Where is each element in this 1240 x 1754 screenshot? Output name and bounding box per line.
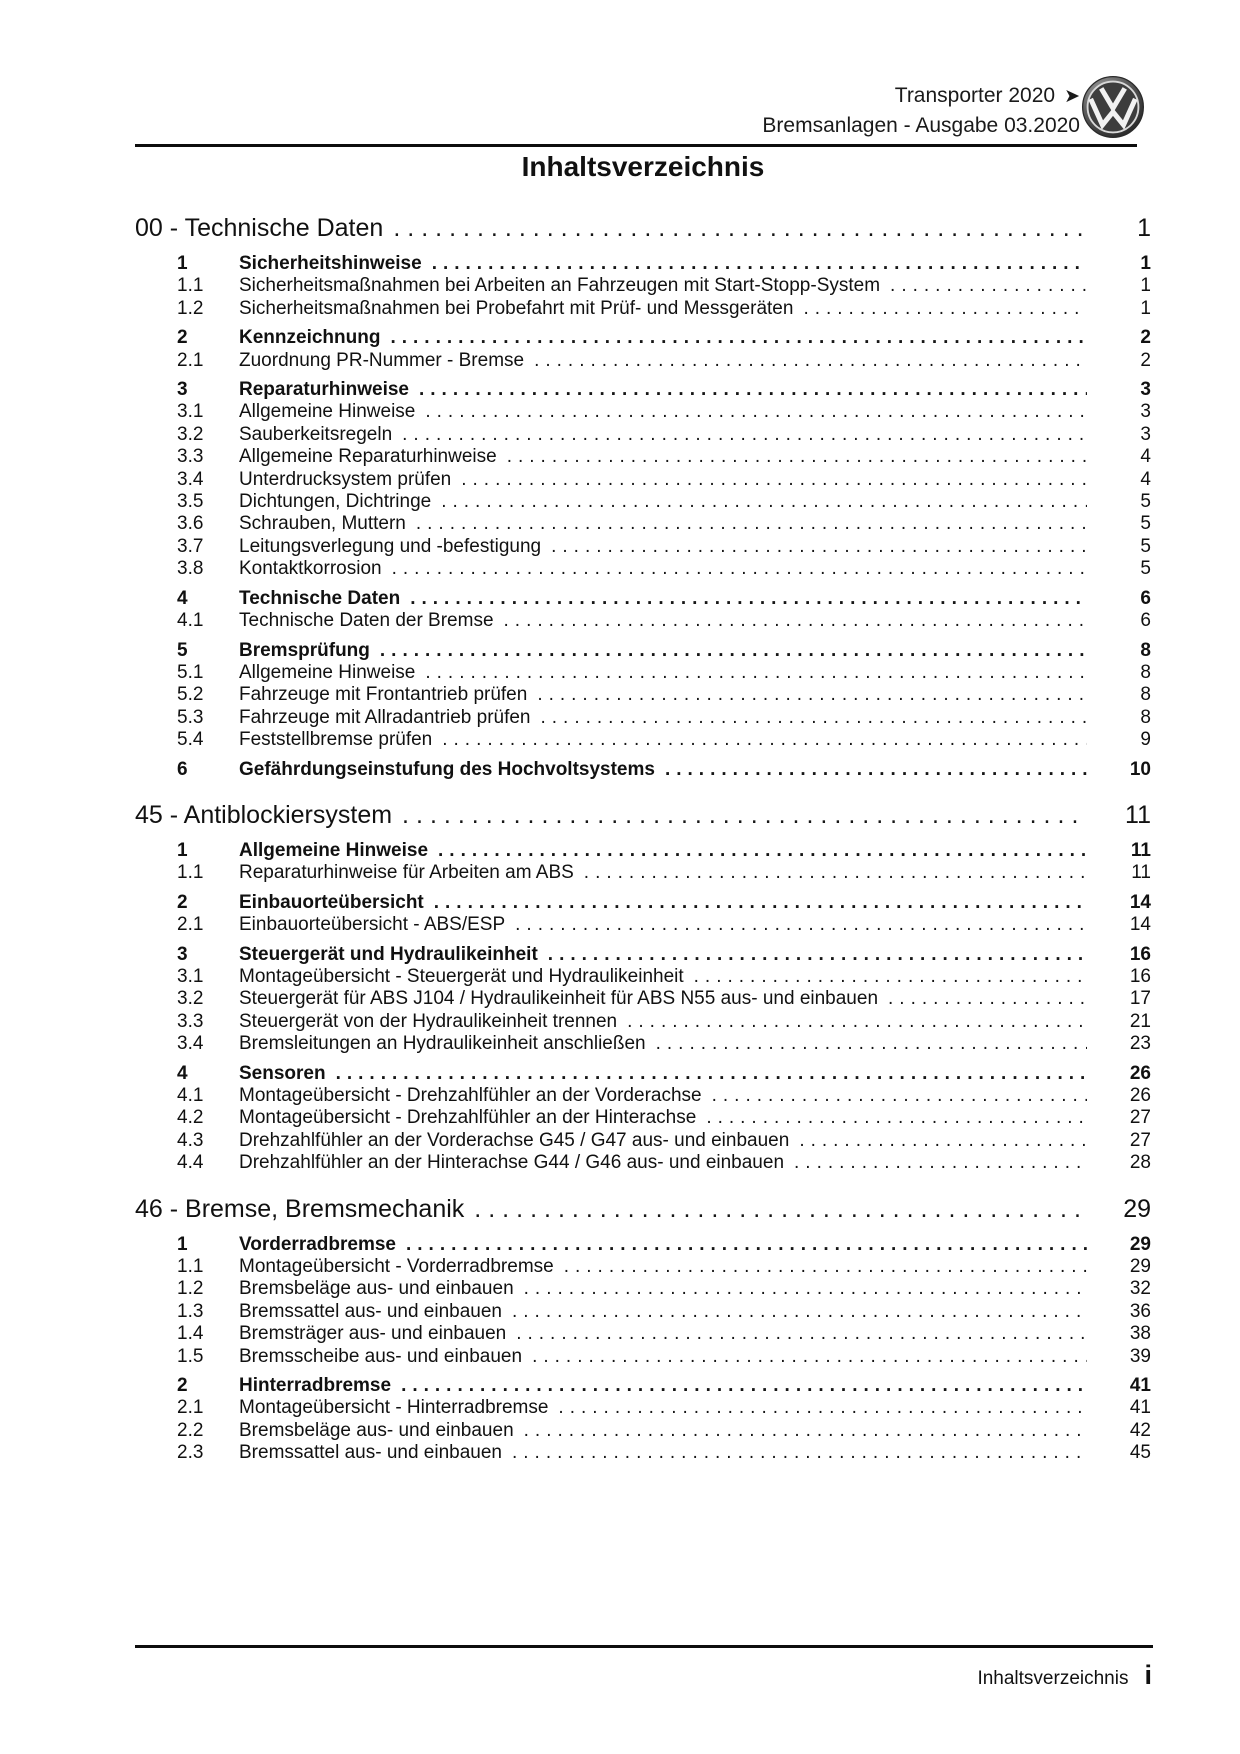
dot-leader [438, 840, 1087, 862]
toc-entry-row[interactable] [135, 298, 1151, 320]
dot-leader [537, 684, 1087, 706]
toc-page-number: 28 [1129, 1152, 1151, 1174]
toc-page-number: 1 [1140, 297, 1151, 319]
toc-entry-row[interactable] [135, 327, 1151, 349]
toc-page-number: 26 [1129, 1085, 1151, 1106]
toc-entry-title: Leitungsverlegung und -befestigung [239, 535, 542, 557]
toc-entry-number: 2.2 [177, 1419, 204, 1441]
toc-page-number: 27 [1129, 1107, 1151, 1129]
toc-entry-row[interactable] [135, 1107, 1151, 1129]
dot-leader [558, 1397, 1087, 1419]
toc-entry-title: Bremsscheibe aus- und einbauen [239, 1345, 523, 1367]
toc-page-number: 5 [1140, 491, 1151, 513]
toc-entry-row[interactable] [135, 558, 1151, 580]
toc-entry-number: 3.2 [177, 423, 204, 445]
toc-entry-title: Technische Daten der Bremse [239, 610, 494, 632]
toc-entry-number: 3.4 [177, 1033, 204, 1055]
dot-leader [402, 424, 1087, 446]
toc-entry-number: 4.1 [177, 610, 204, 632]
toc-entry-number: 2.1 [177, 1397, 204, 1419]
toc-entry-title: Montageübersicht - Hinterradbremse [239, 1397, 549, 1419]
toc-page-number: 32 [1129, 1278, 1151, 1300]
toc-entry-row[interactable] [135, 1323, 1151, 1345]
toc-entry-row[interactable] [135, 1063, 1151, 1085]
toc-entry-number: 1.1 [177, 1256, 204, 1278]
toc-page-number: 11 [1125, 800, 1151, 829]
toc-entry-number: 3.3 [177, 1010, 204, 1032]
toc-entry-row[interactable] [135, 684, 1151, 706]
toc-entry-row[interactable] [135, 759, 1151, 781]
dot-leader [434, 892, 1087, 914]
dot-leader [584, 862, 1087, 884]
toc-entry-row[interactable] [135, 707, 1151, 729]
toc-entry-title: Zuordnung PR-Nummer - Bremse [239, 349, 525, 371]
toc-entry-number: 3.5 [177, 491, 204, 513]
toc-chapter-label: 45 - Antiblockiersystem [135, 800, 393, 829]
toc-entry-title: Allgemeine Hinweise [239, 661, 416, 683]
dot-leader [425, 401, 1087, 423]
dot-leader [524, 1420, 1087, 1442]
toc-entry-title: Fahrzeuge mit Allradantrieb prüfen [239, 706, 531, 728]
toc-entry-number: 1 [177, 1233, 188, 1255]
toc-page-number: 5 [1140, 513, 1151, 535]
toc-page-number: 8 [1140, 684, 1151, 706]
toc-page-number: 23 [1129, 1033, 1151, 1055]
toc-entry-title: Kennzeichnung [239, 327, 381, 349]
toc-entry-title: Bremsbeläge aus- und einbauen [239, 1278, 514, 1300]
toc-page-number: 3 [1140, 401, 1151, 423]
toc-entry-row[interactable] [135, 1256, 1151, 1278]
toc-entry-row[interactable] [135, 379, 1151, 401]
toc-page-number: 41 [1129, 1375, 1151, 1397]
toc-entry-row[interactable] [135, 729, 1151, 751]
dot-leader [515, 914, 1087, 936]
toc-entry-title: Unterdrucksystem prüfen [239, 468, 452, 490]
toc-entry-row[interactable] [135, 275, 1151, 297]
dot-leader [441, 491, 1087, 513]
toc-page-number: 4 [1140, 468, 1151, 490]
toc-entry-title: Feststellbremse prüfen [239, 729, 433, 751]
toc-page-number: 10 [1129, 758, 1151, 780]
toc-entry-number: 1.5 [177, 1345, 204, 1367]
toc-entry-number: 5.4 [177, 729, 204, 751]
forward-arrow-icon: ➤ [1064, 86, 1080, 107]
toc-page-number: 2 [1140, 327, 1151, 349]
toc-page-number: 3 [1140, 423, 1151, 445]
toc-entry-title: Bremssattel aus- und einbauen [239, 1442, 502, 1464]
header-edition-line: Bremsanlagen - Ausgabe 03.2020 [762, 114, 1080, 137]
toc-entry-title: Allgemeine Hinweise [239, 401, 416, 423]
toc-entry-title: Drehzahlfühler an der Vorderachse G45 / G47 aus- und einbauen [239, 1129, 790, 1151]
dot-leader [393, 210, 1087, 246]
toc-entry-row[interactable] [135, 424, 1151, 446]
toc-entry-number: 2.3 [177, 1442, 204, 1464]
page-header [0, 81, 1080, 140]
toc-entry-number: 4.4 [177, 1152, 204, 1174]
toc-entry-row[interactable] [135, 914, 1151, 936]
dot-leader [425, 662, 1087, 684]
dot-leader [390, 327, 1087, 349]
toc-entry-number: 3 [177, 379, 188, 401]
toc-page-number: 36 [1129, 1300, 1151, 1322]
toc-entry-row[interactable] [135, 253, 1151, 275]
dot-leader [524, 1278, 1087, 1300]
toc-entry-number: 3.8 [177, 558, 204, 580]
page-footer [0, 1660, 1152, 1691]
toc-page-number: 45 [1129, 1442, 1151, 1464]
toc-entry-number: 1.2 [177, 297, 204, 319]
toc-entry-row[interactable] [135, 446, 1151, 468]
dot-leader [401, 1375, 1087, 1397]
toc [135, 210, 1151, 1465]
dot-leader [541, 707, 1088, 729]
dot-leader [512, 1301, 1087, 1323]
toc-entry-row[interactable] [135, 1234, 1151, 1256]
dot-leader [564, 1256, 1087, 1278]
toc-entry-row[interactable] [135, 662, 1151, 684]
toc-entry-number: 5.1 [177, 661, 204, 683]
dot-leader [504, 610, 1087, 632]
dot-leader [665, 759, 1087, 781]
vw-logo-icon [1082, 70, 1144, 144]
toc-entry-row[interactable] [135, 610, 1151, 632]
dot-leader [402, 797, 1087, 833]
toc-entry-row[interactable] [135, 640, 1151, 662]
toc-page-number: 6 [1140, 610, 1151, 632]
toc-entry-title: Reparaturhinweise für Arbeiten am ABS [239, 862, 574, 884]
dot-leader [474, 1191, 1087, 1227]
toc-entry-title: Einbauorteübersicht - ABS/ESP [239, 914, 506, 936]
toc-page-number: 41 [1129, 1397, 1151, 1419]
toc-page-number: 21 [1129, 1010, 1151, 1032]
dot-leader [432, 253, 1087, 275]
toc-entry-number: 1.4 [177, 1323, 204, 1345]
dot-leader [442, 729, 1087, 751]
toc-entry-row[interactable] [135, 513, 1151, 535]
toc-entry-number: 1.3 [177, 1300, 204, 1322]
header-model-text: Transporter 2020 [894, 84, 1056, 107]
dot-leader [406, 1234, 1087, 1256]
toc-entry-title: Vorderradbremse [239, 1233, 396, 1255]
toc-entry-row[interactable] [135, 1130, 1151, 1152]
toc-entry-number: 3.6 [177, 513, 204, 535]
toc-entry-title: Steuergerät für ABS J104 / Hydraulikeinheit für ABS N55 aus- und einbauen [239, 988, 879, 1010]
toc-entry-row[interactable] [135, 469, 1151, 491]
toc-entry-title: Bremsprüfung [239, 639, 370, 661]
dot-leader [656, 1033, 1087, 1055]
toc-entry-row[interactable] [135, 1152, 1151, 1174]
toc-entry-row[interactable] [135, 1420, 1151, 1442]
toc-entry-title: Allgemeine Hinweise [239, 839, 429, 861]
toc-chapter-row[interactable] [135, 210, 1151, 246]
footer-label: Inhaltsverzeichnis [977, 1668, 1129, 1689]
toc-entry-row[interactable] [135, 1442, 1151, 1464]
dot-leader [548, 944, 1087, 966]
toc-entry-row[interactable] [135, 350, 1151, 372]
toc-page-number: 1 [1140, 253, 1151, 274]
toc-entry-number: 1 [177, 253, 188, 274]
toc-entry-row[interactable] [135, 536, 1151, 558]
dot-leader [336, 1063, 1087, 1085]
toc-entry-number: 5 [177, 639, 188, 661]
toc-entry-title: Sicherheitshinweise [239, 253, 422, 274]
toc-entry-title: Steuergerät und Hydraulikeinheit [239, 943, 538, 965]
toc-page-number: 26 [1129, 1062, 1151, 1084]
toc-entry-number: 1.2 [177, 1278, 204, 1300]
toc-entry-title: Sicherheitsmaßnahmen bei Arbeiten an Fahrzeugen mit Start-Stopp-System [239, 275, 881, 297]
toc-page-number: 17 [1129, 988, 1151, 1010]
toc-entry-row[interactable] [135, 588, 1151, 610]
toc-entry-title: Bremsträger aus- und einbauen [239, 1323, 507, 1345]
page-title: Inhaltsverzeichnis [521, 151, 765, 182]
toc-entry-title: Sauberkeitsregeln [239, 423, 393, 445]
toc-entry-row[interactable] [135, 1278, 1151, 1300]
toc-entry-number: 2 [177, 891, 188, 913]
dot-leader [516, 1323, 1087, 1345]
toc-page-number: 14 [1129, 914, 1151, 936]
toc-entry-number: 4.2 [177, 1107, 204, 1129]
toc-entry-title: Dichtungen, Dichtringe [239, 491, 432, 513]
toc-entry-number: 2.1 [177, 349, 204, 371]
toc-entry-title: Montageübersicht - Vorderradbremse [239, 1256, 554, 1278]
toc-page-number: 11 [1131, 862, 1151, 884]
toc-page-number: 11 [1130, 839, 1151, 861]
toc-chapter-label: 00 - Technische Daten [135, 214, 384, 242]
toc-entry-number: 3.1 [177, 401, 204, 423]
dot-leader [888, 988, 1087, 1010]
dot-leader [410, 588, 1087, 610]
footer-rule [135, 1645, 1153, 1648]
toc-entry-number: 3.4 [177, 468, 204, 490]
toc-entry-number: 3.1 [177, 965, 204, 987]
toc-entry-number: 3.7 [177, 535, 204, 557]
toc-entry-title: Sicherheitsmaßnahmen bei Probefahrt mit Prüf- und Messgeräten [239, 297, 794, 319]
dot-leader [890, 275, 1087, 297]
dot-leader [694, 966, 1087, 988]
dot-leader [627, 1011, 1087, 1033]
dot-leader [416, 513, 1087, 535]
dot-leader [461, 469, 1087, 491]
toc-entry-number: 3.2 [177, 988, 204, 1010]
toc-page-number: 39 [1129, 1345, 1151, 1367]
toc-entry-title: Steuergerät von der Hydraulikeinheit trennen [239, 1010, 618, 1032]
header-model-line [0, 81, 1080, 111]
toc-entry-title: Drehzahlfühler an der Hinterachse G44 / G46 aus- und einbauen [239, 1152, 785, 1174]
toc-entry-number: 2 [177, 327, 188, 349]
toc-entry-number: 2 [177, 1375, 188, 1397]
toc-entry-row[interactable] [135, 401, 1151, 423]
toc-entry-number: 4 [177, 1062, 188, 1084]
toc-entry-title: Technische Daten [239, 587, 401, 609]
toc-entry-title: Hinterradbremse [239, 1375, 392, 1397]
toc-entry-title: Fahrzeuge mit Frontantrieb prüfen [239, 684, 528, 706]
toc-chapter-label: 46 - Bremse, Bremsmechanik [135, 1194, 465, 1223]
toc-entry-title: Bremsbeläge aus- und einbauen [239, 1419, 514, 1441]
toc-page-number: 4 [1140, 446, 1151, 468]
footer-page-number: i [1144, 1660, 1152, 1690]
toc-entry-row[interactable] [135, 1375, 1151, 1397]
toc-page-number: 1 [1137, 214, 1151, 242]
toc-entry-title: Reparaturhinweise [239, 379, 409, 401]
toc-page-number: 6 [1140, 587, 1151, 609]
toc-entry-number: 1.1 [177, 275, 204, 297]
toc-entry-number: 3.3 [177, 446, 204, 468]
dot-leader [799, 1130, 1087, 1152]
dot-leader [551, 536, 1087, 558]
toc-page-number: 29 [1129, 1256, 1151, 1278]
toc-page-number: 8 [1140, 639, 1151, 661]
dot-leader [803, 298, 1087, 320]
toc-entry-row[interactable] [135, 1011, 1151, 1033]
toc-entry-row[interactable] [135, 944, 1151, 966]
toc-entry-row[interactable] [135, 1085, 1151, 1107]
dot-leader [512, 1442, 1087, 1464]
dot-leader [532, 1346, 1087, 1368]
toc-page-number: 5 [1140, 535, 1151, 557]
dot-leader [419, 379, 1087, 401]
dot-leader [507, 446, 1087, 468]
toc-entry-row[interactable] [135, 1033, 1151, 1055]
toc-entry-title: Sensoren [239, 1062, 326, 1084]
toc-entry-title: Gefährdungseinstufung des Hochvoltsystems [239, 758, 655, 780]
toc-entry-row[interactable] [135, 892, 1151, 914]
toc-page-number: 8 [1140, 706, 1151, 728]
dot-leader [392, 558, 1087, 580]
toc-entry-row[interactable] [135, 988, 1151, 1010]
toc-entry-number: 4.3 [177, 1129, 204, 1151]
toc-page-number: 16 [1129, 965, 1151, 987]
toc-entry-row[interactable] [135, 862, 1151, 884]
toc-entry-title: Bremsleitungen an Hydraulikeinheit anschließen [239, 1033, 646, 1055]
toc-entry-title: Einbauorteübersicht [239, 891, 424, 913]
dot-leader [794, 1152, 1087, 1174]
toc-page-number: 5 [1140, 558, 1151, 580]
toc-entry-number: 6 [177, 758, 188, 780]
toc-entry-number: 1 [177, 839, 188, 861]
dot-leader [534, 350, 1087, 372]
toc-entry-number: 4 [177, 587, 188, 609]
toc-entry-number: 4.1 [177, 1085, 204, 1106]
toc-page-number: 29 [1123, 1194, 1151, 1223]
toc-entry-number: 2.1 [177, 914, 204, 936]
toc-entry-row[interactable] [135, 1301, 1151, 1323]
dot-leader [712, 1085, 1087, 1107]
dot-leader [706, 1107, 1087, 1129]
toc-page-number: 38 [1129, 1323, 1151, 1345]
toc-entry-title: Kontaktkorrosion [239, 558, 382, 580]
toc-entry-row[interactable] [135, 840, 1151, 862]
toc-page-number: 2 [1140, 349, 1151, 371]
toc-entry-number: 5.3 [177, 706, 204, 728]
toc-page-number: 42 [1129, 1419, 1151, 1441]
toc-entry-title: Montageübersicht - Steuergerät und Hydraulikeinheit [239, 965, 684, 987]
toc-entry-title: Montageübersicht - Drehzahlfühler an der Hinterachse [239, 1107, 697, 1129]
toc-page-number: 9 [1140, 729, 1151, 751]
toc-chapter-row[interactable] [135, 1191, 1151, 1227]
toc-entry-title: Schrauben, Muttern [239, 513, 406, 535]
toc-entry-number: 3 [177, 943, 188, 965]
toc-entry-title: Allgemeine Reparaturhinweise [239, 446, 497, 468]
toc-entry-row[interactable] [135, 966, 1151, 988]
toc-entry-number: 1.1 [177, 862, 204, 884]
toc-entry-row[interactable] [135, 1397, 1151, 1419]
toc-entry-row[interactable] [135, 1346, 1151, 1368]
header-rule [135, 144, 1137, 147]
toc-chapter-row[interactable] [135, 797, 1151, 833]
toc-page-number: 8 [1140, 661, 1151, 683]
dot-leader [380, 640, 1087, 662]
toc-entry-title: Bremssattel aus- und einbauen [239, 1300, 502, 1322]
toc-entry-title: Montageübersicht - Drehzahlfühler an der Vorderachse [239, 1085, 702, 1106]
toc-page-number: 3 [1140, 379, 1151, 401]
toc-entry-row[interactable] [135, 491, 1151, 513]
toc-page-number: 14 [1129, 891, 1151, 913]
toc-page-number: 1 [1140, 275, 1151, 297]
toc-page-number: 16 [1129, 943, 1151, 965]
toc-page-number: 29 [1129, 1233, 1151, 1255]
toc-entry-number: 5.2 [177, 684, 204, 706]
toc-page-number: 27 [1129, 1129, 1151, 1151]
